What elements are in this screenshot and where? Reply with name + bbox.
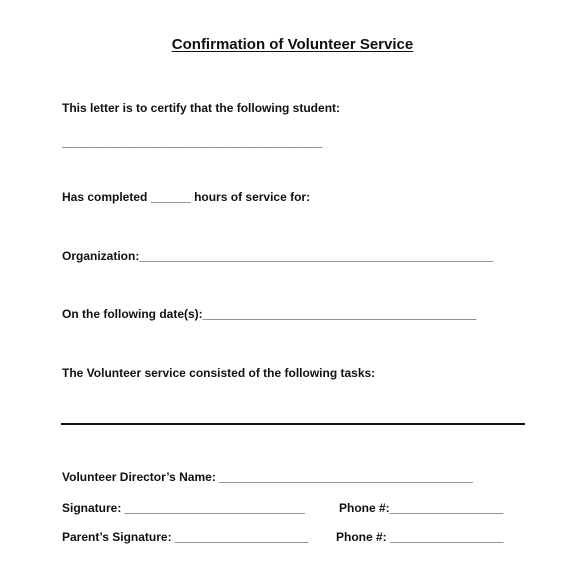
signature-phone-field[interactable]: Phone #:_________________ (339, 501, 504, 515)
certify-statement: This letter is to certify that the following student: (62, 101, 341, 115)
parent-signature-row (62, 530, 308, 544)
organization-field[interactable]: Organization:_____________________________________________________ (62, 249, 494, 263)
page-title: Confirmation of Volunteer Service (171, 36, 414, 53)
tasks-heading: The Volunteer service consisted of the following tasks: (62, 366, 376, 380)
signature-field[interactable]: Signature: ___________________________ (62, 501, 305, 515)
student-name-field[interactable]: _______________________________________ (62, 135, 323, 149)
service-dates-field[interactable]: On the following date(s):_________________________________________ (62, 307, 477, 321)
director-name-field[interactable]: Volunteer Director’s Name: ______________________________________ (62, 470, 473, 484)
signature-row (62, 501, 305, 515)
hours-completed-field[interactable]: Has completed ______ hours of service for: (62, 190, 311, 204)
tasks-answer-line[interactable] (61, 423, 525, 425)
parent-signature-field[interactable]: Parent’s Signature: ____________________ (62, 530, 309, 544)
parent-phone-field[interactable]: Phone #: _________________ (336, 530, 504, 544)
